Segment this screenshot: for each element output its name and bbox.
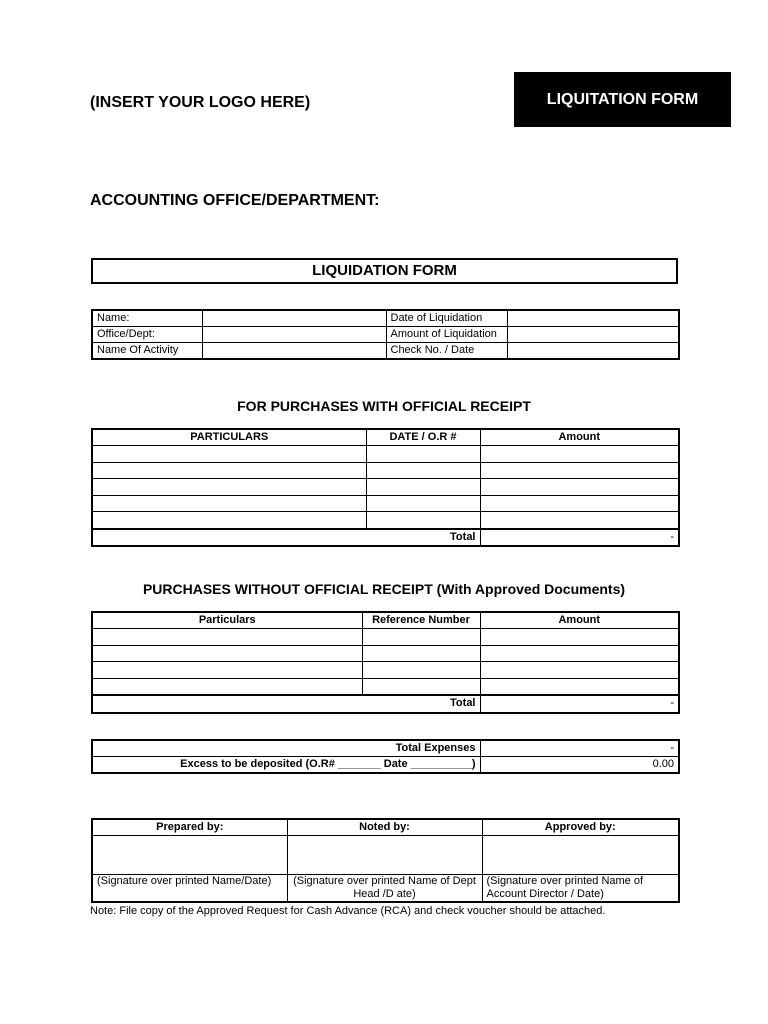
cell[interactable] (92, 629, 362, 646)
table-row (92, 310, 679, 327)
col-date-or: DATE / O.R # (366, 429, 480, 446)
form-title: LIQUITATION FORM (546, 90, 699, 108)
cell[interactable] (362, 645, 480, 662)
office-field[interactable] (202, 327, 386, 343)
date-of-liquidation-label: Date of Liquidation (386, 310, 507, 327)
cell[interactable] (366, 462, 480, 479)
check-no-label: Check No. / Date (386, 343, 507, 360)
cell[interactable] (480, 479, 679, 496)
cell[interactable] (92, 495, 366, 512)
total-row (92, 695, 679, 713)
total-label: Total (92, 695, 480, 713)
department-heading: ACCOUNTING OFFICE/DEPARTMENT: (90, 192, 380, 209)
cell[interactable] (362, 678, 480, 695)
table-header-row (92, 819, 679, 836)
approved-by-label: Approved by: (482, 819, 679, 836)
total-value: - (480, 529, 679, 547)
table-row (92, 740, 679, 757)
total-row (92, 529, 679, 547)
date-of-liquidation-field[interactable] (507, 310, 679, 327)
col-amount: Amount (480, 429, 679, 446)
table-header-row (92, 429, 679, 446)
without-receipt-title: PURCHASES WITHOUT OFFICIAL RECEIPT (With Approved Documents) (142, 581, 626, 597)
excess-value: 0.00 (480, 757, 679, 774)
cell[interactable] (480, 629, 679, 646)
amount-of-liquidation-label: Amount of Liquidation (386, 327, 507, 343)
liquidation-form-banner: LIQUIDATION FORM (91, 258, 678, 284)
table-row (92, 462, 679, 479)
cell[interactable] (366, 446, 480, 463)
table-row (92, 446, 679, 463)
summary-table (91, 739, 680, 774)
cell[interactable] (480, 662, 679, 679)
total-label: Total (92, 529, 480, 547)
form-title-box (514, 72, 731, 127)
cell[interactable] (480, 678, 679, 695)
cell[interactable] (92, 479, 366, 496)
excess-label: Excess to be deposited (O.R# _______ Date __________) (92, 757, 480, 774)
cell[interactable] (480, 512, 679, 529)
table-row (92, 629, 679, 646)
cell[interactable] (362, 629, 480, 646)
table-row (92, 662, 679, 679)
cell[interactable] (366, 512, 480, 529)
with-receipt-table (91, 428, 680, 547)
cell[interactable] (92, 462, 366, 479)
prepared-by-label: Prepared by: (92, 819, 287, 836)
cell[interactable] (92, 512, 366, 529)
prepared-signature-field[interactable] (92, 836, 287, 875)
cell[interactable] (366, 479, 480, 496)
cell[interactable] (362, 662, 480, 679)
table-row (92, 645, 679, 662)
table-row (92, 512, 679, 529)
noted-by-label: Noted by: (287, 819, 482, 836)
cell[interactable] (92, 662, 362, 679)
name-field[interactable] (202, 310, 386, 327)
cell[interactable] (480, 462, 679, 479)
info-table (91, 309, 680, 360)
table-row (92, 757, 679, 774)
table-row (92, 678, 679, 695)
table-row (92, 495, 679, 512)
cell[interactable] (366, 495, 480, 512)
check-no-field[interactable] (507, 343, 679, 360)
with-receipt-title: FOR PURCHASES WITH OFFICIAL RECEIPT (237, 398, 531, 414)
logo-placeholder: (INSERT YOUR LOGO HERE) (90, 94, 311, 111)
col-particulars: Particulars (92, 612, 362, 629)
total-value: - (480, 695, 679, 713)
without-receipt-table (91, 611, 680, 714)
table-header-row (92, 612, 679, 629)
footer-note: Note: File copy of the Approved Request for Cash Advance (RCA) and check voucher should be attached. (90, 905, 606, 917)
approved-signature-field[interactable] (482, 836, 679, 875)
noted-signature-field[interactable] (287, 836, 482, 875)
amount-of-liquidation-field[interactable] (507, 327, 679, 343)
total-expenses-value: - (480, 740, 679, 757)
table-row (92, 343, 679, 360)
cell[interactable] (480, 645, 679, 662)
table-row (92, 327, 679, 343)
cell[interactable] (92, 678, 362, 695)
col-reference-number: Reference Number (362, 612, 480, 629)
approved-caption: (Signature over printed Name of Account Director / Date) (482, 875, 679, 903)
cell[interactable] (92, 645, 362, 662)
col-amount: Amount (480, 612, 679, 629)
col-particulars: PARTICULARS (92, 429, 366, 446)
signature-caption-row (92, 875, 679, 903)
activity-field[interactable] (202, 343, 386, 360)
activity-label: Name Of Activity (92, 343, 202, 360)
cell[interactable] (480, 446, 679, 463)
prepared-caption: (Signature over printed Name/Date) (92, 875, 287, 903)
noted-caption: (Signature over printed Name of Dept Head /D ate) (287, 875, 482, 903)
name-label: Name: (92, 310, 202, 327)
signature-table (91, 818, 680, 903)
cell[interactable] (480, 495, 679, 512)
signature-space-row (92, 836, 679, 875)
total-expenses-label: Total Expenses (92, 740, 480, 757)
cell[interactable] (92, 446, 366, 463)
table-row (92, 479, 679, 496)
office-label: Office/Dept: (92, 327, 202, 343)
